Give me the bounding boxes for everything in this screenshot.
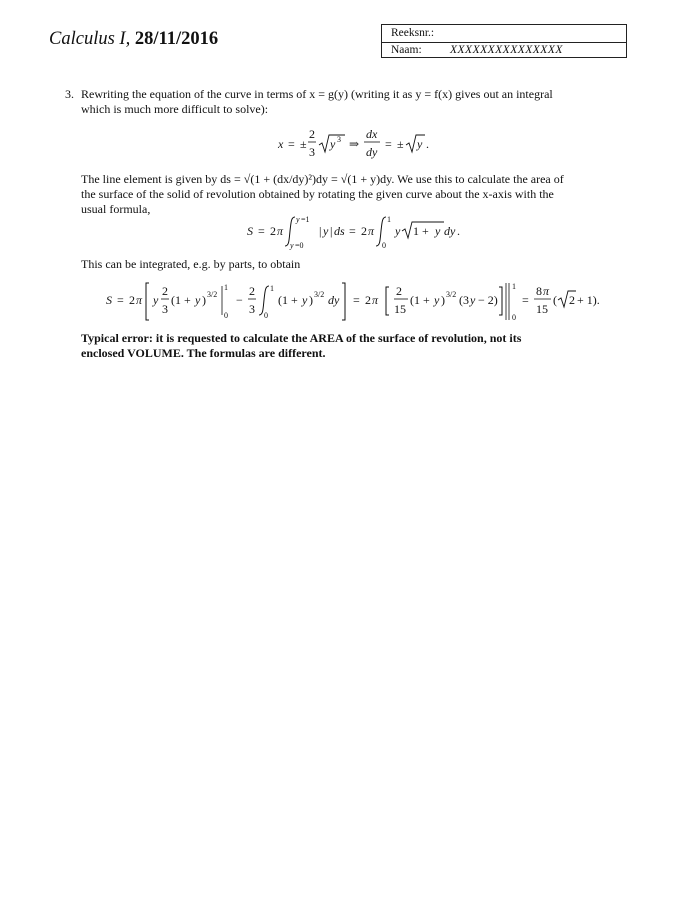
svg-text:3: 3 [162, 302, 168, 316]
typical-error-line-1: Typical error: it is requested to calculate the AREA of the surface of revolution, not its [81, 331, 522, 345]
svg-text:+ 1).: + 1). [577, 293, 600, 307]
svg-text:.: . [457, 224, 460, 238]
line-element-paragraph [81, 172, 629, 217]
svg-text:2: 2 [396, 284, 402, 298]
svg-text:y: y [296, 215, 300, 224]
svg-text:dx: dx [366, 127, 378, 141]
svg-text:y: y [290, 241, 294, 250]
problem-number: 3. [65, 87, 74, 101]
name-row [382, 42, 626, 59]
svg-text:1: 1 [512, 282, 516, 291]
svg-text:− 2): − 2) [478, 293, 498, 307]
svg-text:y: y [470, 293, 476, 307]
svg-text:): ) [441, 293, 445, 307]
equation-1 [270, 124, 440, 164]
svg-text:y: y [195, 293, 201, 307]
student-id-box [381, 24, 627, 58]
svg-text:y: y [417, 137, 423, 151]
svg-text:(1 +: (1 + [171, 293, 191, 307]
svg-text:.: . [426, 137, 429, 151]
svg-text:π: π [368, 224, 375, 238]
svg-text:2: 2 [162, 284, 168, 298]
svg-text:3/2: 3/2 [314, 290, 325, 299]
series-label: Reeksnr.: [391, 27, 435, 39]
svg-text:3/2: 3/2 [446, 290, 457, 299]
svg-text:S: S [247, 224, 253, 238]
svg-text:ds: ds [334, 224, 345, 238]
svg-text:=: = [522, 293, 529, 307]
svg-text:8: 8 [536, 284, 542, 298]
svg-text:): ) [309, 293, 313, 307]
svg-text:1 +: 1 + [413, 224, 429, 238]
svg-text:±: ± [300, 137, 307, 151]
svg-text:3: 3 [309, 145, 315, 159]
svg-text:π: π [372, 293, 379, 307]
svg-text:1: 1 [387, 215, 391, 224]
svg-text:3/2: 3/2 [207, 290, 218, 299]
svg-text:S: S [106, 293, 112, 307]
svg-text:⇒: ⇒ [349, 137, 360, 151]
svg-text:=: = [117, 293, 124, 307]
svg-text:1: 1 [270, 284, 274, 293]
svg-text:π: π [277, 224, 284, 238]
svg-text:y: y [395, 224, 401, 238]
svg-text:15: 15 [536, 302, 548, 316]
svg-text:1: 1 [224, 283, 228, 292]
svg-text:2: 2 [129, 293, 135, 307]
typical-error-line-2: enclosed VOLUME. The formulas are different. [81, 346, 326, 360]
line-element-line-3: usual formula, [81, 202, 151, 216]
typical-error-note [81, 331, 629, 361]
svg-text:π: π [136, 293, 143, 307]
svg-text:y: y [330, 137, 336, 151]
page-title [49, 29, 218, 50]
svg-text:|: | [330, 224, 333, 238]
svg-text:0: 0 [224, 311, 228, 320]
intro-line-1: Rewriting the equation of the curve in terms of x = g(y) (writing it as y = f(x) gives out an integral [81, 87, 553, 101]
svg-text:(3: (3 [459, 293, 469, 307]
svg-text:2: 2 [270, 224, 276, 238]
svg-text:|: | [319, 224, 322, 238]
svg-text:=: = [353, 293, 360, 307]
svg-text:y: y [323, 224, 329, 238]
svg-text:3: 3 [249, 302, 255, 316]
svg-text:0: 0 [382, 241, 386, 250]
svg-text:=: = [258, 224, 265, 238]
svg-text:dy: dy [444, 224, 456, 238]
svg-text:y: y [434, 293, 440, 307]
svg-text:0: 0 [264, 311, 268, 320]
svg-text:y: y [435, 224, 441, 238]
svg-text:): ) [202, 293, 206, 307]
svg-text:2: 2 [309, 127, 315, 141]
equation-2 [245, 213, 475, 251]
exam-date: 28/11/2016 [134, 29, 219, 49]
name-label: Naam: [391, 44, 422, 56]
equation-3 [104, 278, 624, 324]
intro-line-2: which is much more difficult to solve): [81, 102, 269, 116]
line-element-line-1: The line element is given by ds = √(1 + (dx/dy)²)dy = √(1 + y)dy. We use this to calculate the area of [81, 172, 564, 186]
svg-text:(: ( [553, 293, 557, 307]
svg-text:2: 2 [569, 293, 575, 307]
parts-paragraph: This can be integrated, e.g. by parts, to obtain [81, 257, 301, 271]
svg-text:=: = [288, 137, 295, 151]
svg-text:=: = [349, 224, 356, 238]
svg-text:2: 2 [361, 224, 367, 238]
svg-text:±: ± [397, 137, 404, 151]
line-element-line-2: the surface of the solid of revolution obtained by rotating the given curve about the x-axis with the [81, 187, 554, 201]
intro-paragraph [81, 87, 629, 117]
svg-text:(1 +: (1 + [410, 293, 430, 307]
svg-text:y: y [153, 293, 159, 307]
svg-text:π: π [543, 284, 550, 298]
svg-text:=1: =1 [301, 215, 310, 224]
svg-text:2: 2 [365, 293, 371, 307]
series-row [382, 25, 626, 43]
svg-text:dy: dy [366, 145, 378, 159]
svg-text:(1 +: (1 + [278, 293, 298, 307]
svg-text:3: 3 [337, 135, 341, 144]
svg-text:=0: =0 [295, 241, 304, 250]
svg-text:x: x [278, 137, 284, 151]
svg-text:15: 15 [394, 302, 406, 316]
svg-text:0: 0 [512, 313, 516, 322]
svg-text:dy: dy [328, 293, 340, 307]
svg-text:−: − [236, 293, 243, 307]
name-value: XXXXXXXXXXXXXXX [450, 44, 563, 56]
svg-text:2: 2 [249, 284, 255, 298]
course-title: Calculus I, [49, 29, 131, 49]
svg-text:=: = [385, 137, 392, 151]
svg-text:y: y [302, 293, 308, 307]
